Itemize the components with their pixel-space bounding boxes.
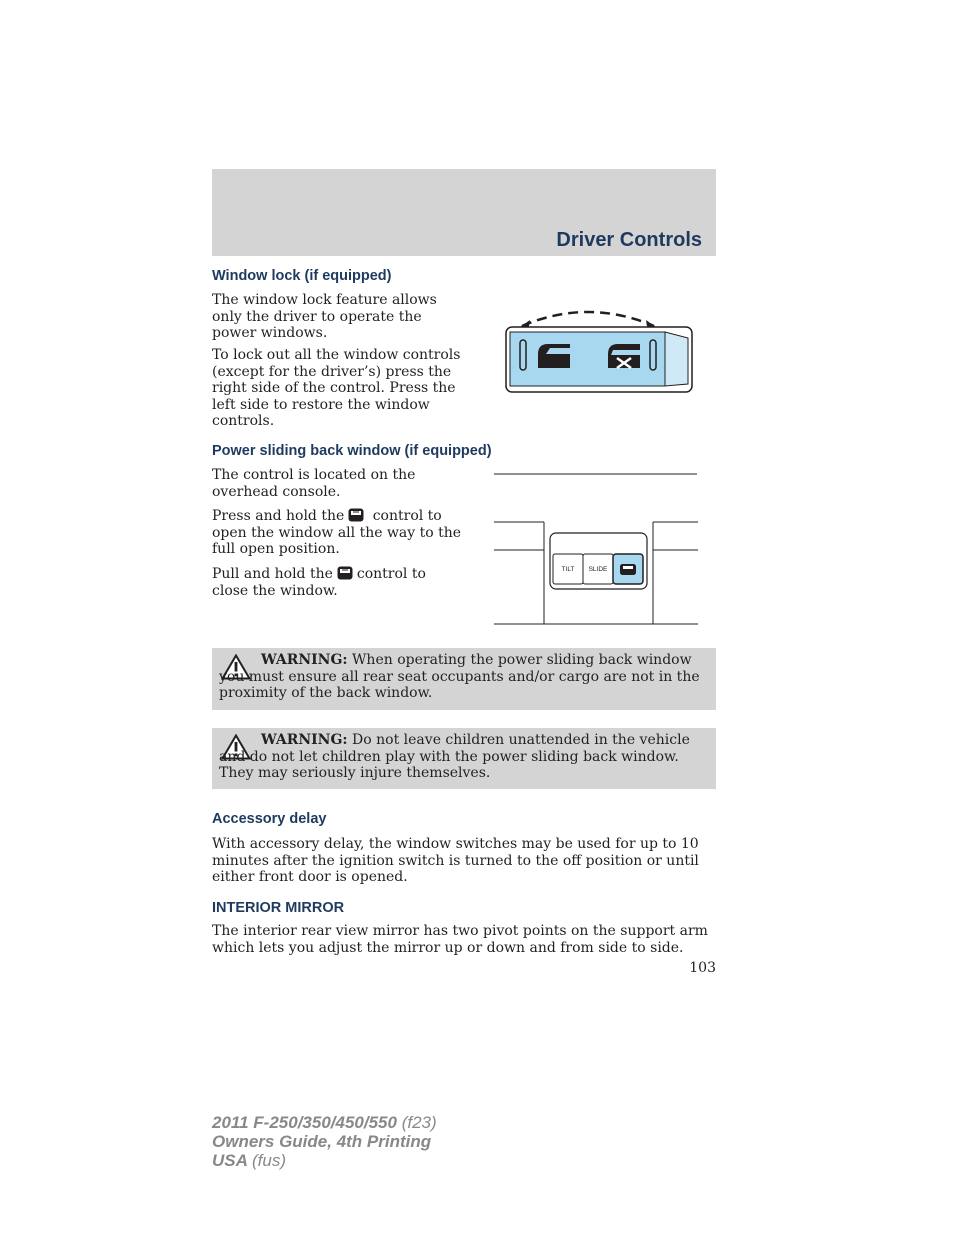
footer-line-1 — [212, 1113, 437, 1132]
paragraph-3-start: Pull and hold the — [212, 566, 333, 582]
section-title: Driver Controls — [556, 229, 702, 251]
interior-mirror-heading: INTERIOR MIRROR — [212, 900, 345, 916]
footer-model: 2011 F-250/350/450/550 — [212, 1113, 397, 1132]
footer-market-code: (fus) — [252, 1151, 286, 1170]
overhead-console-illustration — [494, 472, 700, 628]
warning-2-label: WARNING: — [261, 732, 348, 748]
interior-mirror-text: The interior rear view mirror has two pivot points on the support arm which lets you adjust the mirror up or down and from side to side. — [212, 923, 708, 956]
footer-model-code: (f23) — [401, 1113, 437, 1132]
footer-line-3 — [212, 1151, 437, 1170]
footer-line-2: Owners Guide, 4th Printing — [212, 1132, 432, 1151]
window-lock-heading: Window lock (if equipped) — [212, 268, 392, 284]
footer-market: USA — [212, 1151, 248, 1170]
page-number: 103 — [689, 960, 716, 976]
accessory-delay-heading: Accessory delay — [212, 811, 327, 827]
warning-1-label: WARNING: — [261, 652, 348, 668]
document-footer — [212, 1113, 437, 1170]
sliding-window-icon — [348, 508, 364, 522]
accessory-delay-text: With accessory delay, the window switches may be used for up to 10 minutes after the ignition switch is turned to the off position or until either front door is opened. — [212, 836, 699, 885]
window-lock-switch-illustration — [500, 302, 700, 398]
warning-box-1 — [212, 648, 716, 710]
sliding-window-icon — [337, 566, 353, 580]
paragraph-3-end: control to close the window. — [212, 566, 426, 599]
paragraph-2-end: control to open the window all the way to the full open position. — [212, 508, 462, 557]
warning-box-2 — [212, 728, 716, 789]
sliding-window-paragraph-2 — [212, 508, 462, 558]
sliding-window-paragraph-3 — [212, 566, 462, 599]
sliding-window-heading: Power sliding back window (if equipped) — [212, 443, 492, 459]
sliding-window-paragraph-1: The control is located on the overhead console. — [212, 467, 416, 500]
warning-1-body: When operating the power sliding back window you must ensure all rear seat occupants and/or cargo are not in the proximity of the back window. — [219, 652, 700, 701]
window-lock-paragraph-2: To lock out all the window controls (except for the driver’s) press the right side of the control. Press the left side to restore the window controls. — [212, 347, 461, 429]
tilt-button-label: TILT — [561, 566, 575, 573]
paragraph-2-start: Press and hold the — [212, 508, 345, 524]
section-header-band — [212, 169, 716, 256]
warning-2-text — [219, 732, 709, 782]
slide-button-label: SLIDE — [588, 566, 608, 573]
warning-2-body: Do not leave children unattended in the vehicle and do not let children play with the power sliding back window. They may seriously injure themselves. — [219, 732, 690, 781]
warning-1-text — [219, 652, 709, 702]
window-lock-paragraph-1: The window lock feature allows only the driver to operate the power windows. — [212, 292, 437, 341]
